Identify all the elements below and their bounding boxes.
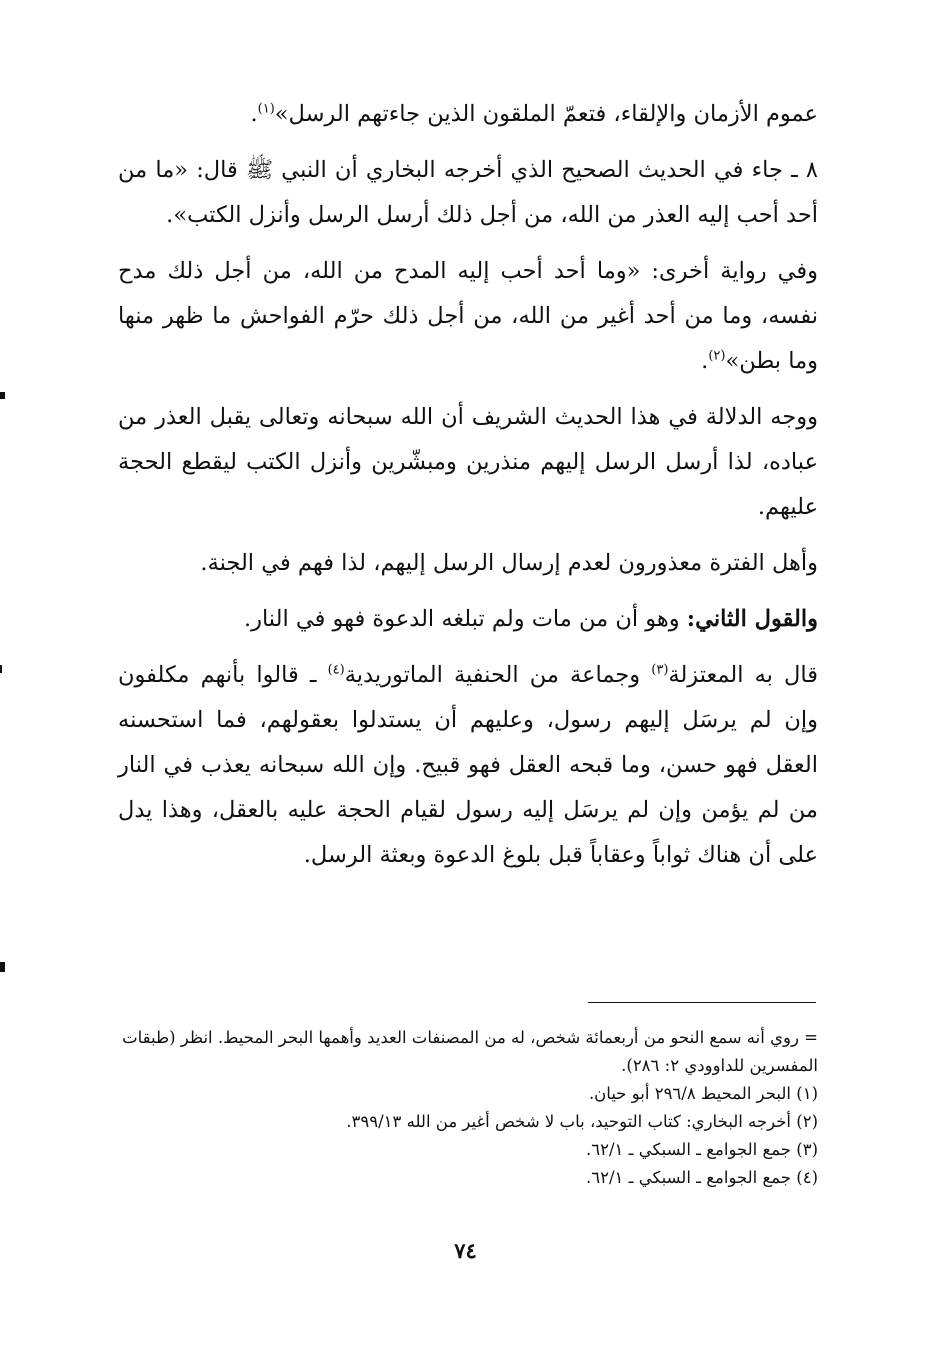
footnote-ref-2: (٢) (708, 348, 726, 364)
page-number: ٧٤ (454, 1238, 477, 1263)
footnote-separator (588, 1002, 816, 1003)
footnote-ref-3: (٣) (651, 662, 669, 678)
paragraph-6 (118, 597, 818, 642)
paragraph-4: ووجه الدلالة في هذا الحديث الشريف أن الله سبحانه وتعالى يقبل العذر من عباده، لذا أرسل الرسل إليهم منذرين ومبشّرين وأنزل الكتب ليقطع الحجة عليهم. (118, 404, 818, 520)
scan-mark (0, 962, 5, 972)
scan-mark (0, 392, 5, 399)
footnote-3: (٣) جمع الجوامع ـ السبكي ـ ٦٢/١. (586, 1140, 818, 1159)
footnotes (118, 1024, 818, 1192)
footnote-ref-4: (٤) (327, 662, 345, 678)
paragraph-1-text: عموم الأزمان والإلقاء، فتعمّ الملقون الذين جاءتهم الرسل» (274, 101, 818, 127)
paragraph-1 (118, 92, 818, 137)
footnote-4: (٤) جمع الجوامع ـ السبكي ـ ٦٢/١. (586, 1168, 818, 1187)
paragraph-1-end: . (250, 101, 258, 127)
paragraph-2: ٨ ـ جاء في الحديث الصحيح الذي أخرجه البخاري أن النبي ﷺ قال: «ما من أحد أحب إليه العذر من الله، من أجل ذلك أرسل الرسل وأنزل الكتب». (118, 157, 818, 228)
paragraph-3-end: . (701, 348, 709, 374)
footnote-continuation: = روي أنه سمع النحو من أربعمائة شخص، له من المصنفات العديد وأهمها البحر المحيط. انظر (طبقات المفسرين للداوودي ٢: ٢٨٦). (122, 1028, 818, 1075)
second-opinion-heading: والقول الثاني: (686, 606, 818, 632)
paragraph-6-text: وهو أن من مات ولم تبلغه الدعوة فهو في النار. (243, 606, 687, 632)
footnote-ref-1: (١) (257, 101, 275, 117)
main-text (118, 92, 818, 889)
paragraph-7 (118, 653, 818, 878)
footnote-1: (١) البحر المحيط ٢٩٦/٨ أبو حيان. (588, 1084, 818, 1103)
paragraph-3-text: وفي رواية أخرى: «وما أحد أحب إليه المدح من الله، من أجل ذلك مدح نفسه، وما من أحد أغير من الله، من أجل ذلك حرّم الفواحش ما ظهر منها وما بطن» (118, 258, 818, 374)
scan-mark (0, 665, 2, 673)
paragraph-3 (118, 249, 818, 384)
paragraph-7-text-b: وجماعة من الحنفية الماتوريدية (344, 662, 652, 688)
footnote-2: (٢) أخرجه البخاري: كتاب التوحيد، باب لا شخص أغير من الله ٣٩٩/١٣. (346, 1112, 818, 1131)
paragraph-5: وأهل الفترة معذورون لعدم إرسال الرسل إليهم، لذا فهم في الجنة. (200, 550, 818, 576)
paragraph-7-text-a: قال به المعتزلة (668, 662, 818, 688)
paragraph-7-text-c: ـ قالوا بأنهم مكلفون وإن لم يرسَل إليهم رسول، وعليهم أن يستدلوا بعقولهم، فما استحسنه العقل فهو حسن، وما قبحه العقل فهو قبيح. وإن الله سبحانه يعذب في النار من لم يؤمن وإن لم يرسَل إليه رسول لقيام الحجة عليه بالعقل، وهذا يدل على أن هناك ثواباً وعقاباً قبل بلوغ الدعوة وبعثة الرسل. (118, 662, 818, 868)
